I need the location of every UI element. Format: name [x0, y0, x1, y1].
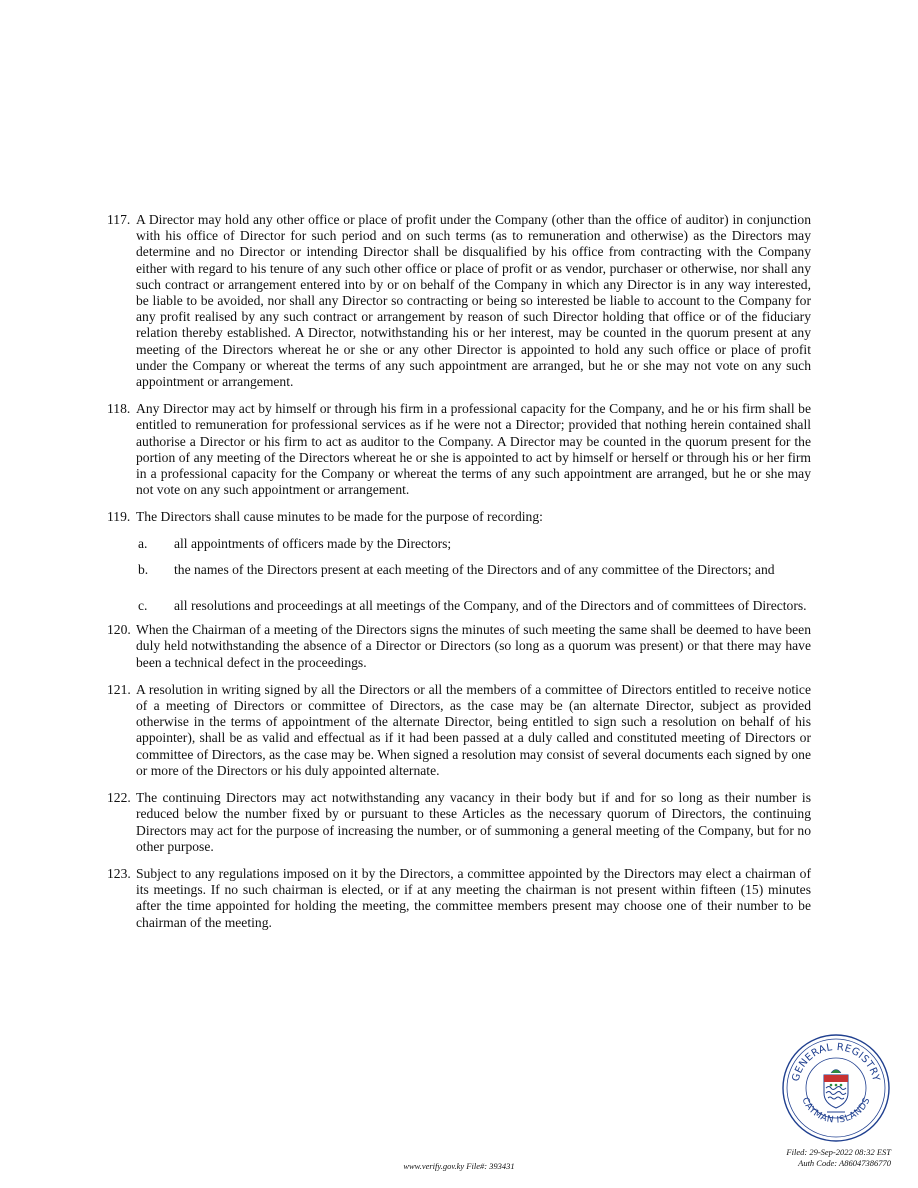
clause-number: 119. [107, 509, 131, 525]
clause-120 [107, 622, 811, 671]
list-text: the names of the Directors present at each meeting of the Directors and of any committee of the Directors; and [174, 561, 775, 577]
registry-seal-icon [781, 1033, 891, 1143]
clause-117 [107, 212, 811, 390]
list-text: all appointments of officers made by the Directors; [174, 535, 452, 551]
document-body [107, 212, 811, 942]
clause-text: When the Chairman of a meeting of the Directors signs the minutes of such meeting the same shall be deemed to have been duly held notwithstanding the absence of a Director or Directors (so long as a quorum was present) or that there may have been a technical defect in the proceedings. [136, 622, 811, 670]
seal-bottom-text: CAYMAN ISLANDS [799, 1096, 873, 1126]
auth-code: Auth Code: A86047386770 [798, 1158, 891, 1168]
filed-date: Filed: 29-Sep-2022 08:32 EST [786, 1147, 891, 1157]
list-item [136, 536, 811, 552]
verify-footer: www.verify.gov.ky File#: 393431 [403, 1161, 515, 1171]
clause-121 [107, 682, 811, 779]
clause-number: 120. [107, 622, 131, 638]
clause-118 [107, 401, 811, 498]
clause-text: A Director may hold any other office or place of profit under the Company (other than the office of auditor) in conjunction with his office of Director for such period and on such terms (as to remuneration and otherwise) as the Directors may determine and no Director or intending Director shall be disqualified by his office from contracting with the Company either with regard to his tenure of any such other office or place of profit or as vendor, purchaser or otherwise, nor shall any such contract or arrangement entered into by or on behalf of the Company in which any Director is in any way interested, be liable to be avoided, nor shall any Director so contracting or being so interested be liable to account to the Company for any profit realised by any such contract or arrangement by reason of such Director holding that office or of the fiduciary relation thereby established. A Director, notwithstanding his or her interest, may be counted in the quorum present at any meeting of the Directors whereat he or she or any other Director is appointed to hold any such office or place of profit under the Company or whereat the terms of any such appointment are arranged, but he or she may not vote on any such appointment or arrangement. [136, 212, 811, 390]
clause-number: 123. [107, 865, 131, 881]
clause-text: The continuing Directors may act notwithstanding any vacancy in their body but if and for so long as their number is reduced below the number fixed by or pursuant to these Articles as the necessary quorum of Directors, the continuing Directors may act for the purpose of increasing the number, or of summoning a general meeting of the Company, but for no other purpose. [136, 790, 811, 854]
clause-text: A resolution in writing signed by all the Directors or all the members of a committee of Directors entitled to receive notice of a meeting of Directors or committee of Directors, as the case may be (an alternate Director, subject as provided otherwise in the terms of appointment of the alternate Director, being entitled to sign such a resolution on behalf of his appointer), shall be as valid and effectual as if it had been passed at a duly called and constituted meeting of Directors or committee of Directors, as the case may be. When signed a resolution may consist of several documents each signed by one or more of the Directors or his duly appointed alternate. [136, 681, 811, 778]
list-text: all resolutions and proceedings at all meetings of the Company, and of the Directors and of committees of Directors. [174, 598, 807, 614]
list-letter: c. [138, 598, 148, 614]
clause-122 [107, 790, 811, 855]
seal-top-text: GENERAL REGISTRY [790, 1041, 882, 1083]
list-letter: b. [138, 561, 149, 577]
clause-number: 117. [107, 212, 131, 227]
clause-number: 121. [107, 681, 131, 697]
list-item [136, 562, 811, 578]
filing-info [731, 1147, 891, 1169]
list-item [136, 598, 811, 614]
clause-number: 122. [107, 790, 131, 806]
clause-text: Any Director may act by himself or through his firm in a professional capacity for the Company, and he or his firm shall be entitled to remuneration for professional services as if he were not a Director; provided that nothing herein contained shall authorise a Director or his firm to act as auditor to the Company. A Director may be counted in the quorum present for the portion of any meeting of the Directors whereat he or she is appointed to act by himself or herself or through his or her firm in a professional capacity for the Company or whereat the terms of any such appointment are arranged, but he or she may not vote on any such appointment or arrangement. [136, 401, 811, 498]
clause-text: Subject to any regulations imposed on it by the Directors, a committee appointed by the Directors may elect a chairman of its meetings. If no such chairman is elected, or if at any meeting the chairman is not present within fifteen (15) minutes after the time appointed for holding the meeting, the committee members present may choose one of their number to be chairman of the meeting. [136, 865, 811, 930]
clause-119 [107, 509, 811, 614]
clause-number: 118. [107, 401, 131, 417]
list-letter: a. [138, 535, 148, 551]
clause-123 [107, 866, 811, 931]
clause-text: The Directors shall cause minutes to be made for the purpose of recording: [136, 509, 543, 525]
